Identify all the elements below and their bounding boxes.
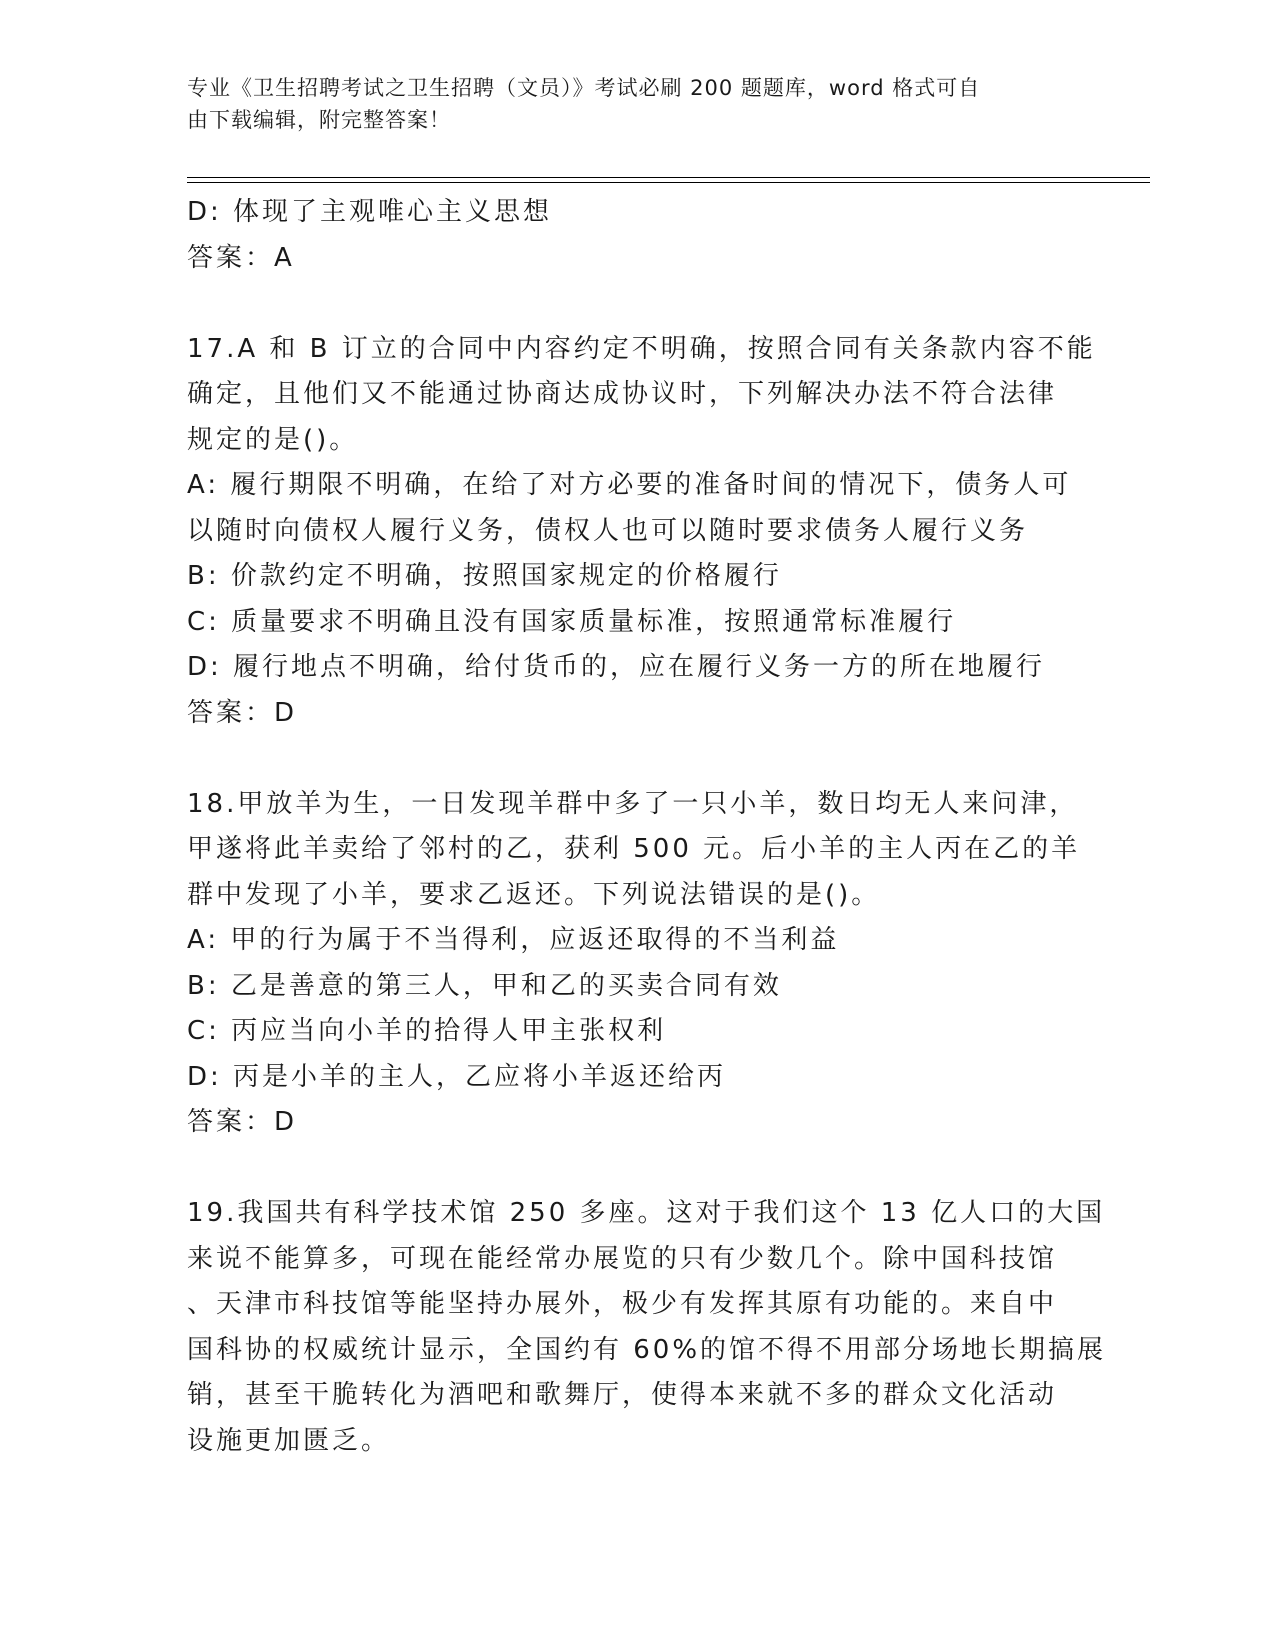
option-d: D: 丙是小羊的主人，乙应将小羊返还给丙 [187, 1061, 727, 1092]
question-stem-line: 国科协的权威统计显示，全国约有 60%的馆不得不用部分场地长期搞展 [187, 1334, 1107, 1365]
question-16-tail [187, 190, 1087, 281]
question-stem-line: 群中发现了小羊，要求乙返还。下列说法错误的是()。 [187, 879, 881, 910]
question-stem-line: 设施更加匮乏。 [187, 1425, 391, 1456]
option-a-line: 以随时向债权人履行义务，债权人也可以随时要求债务人履行义务 [187, 515, 1029, 546]
option-c: C: 质量要求不明确且没有国家质量标准，按照通常标准履行 [187, 606, 957, 637]
answer: 答案：D [187, 1107, 298, 1137]
page-header [187, 72, 1087, 136]
spacer [187, 1146, 1087, 1192]
option-c: C: 丙应当向小羊的拾得人甲主张权利 [187, 1016, 667, 1046]
question-17 [187, 327, 1096, 737]
header-line-1: 专业《卫生招聘考试之卫生招聘（文员）》考试必刷 200 题题库，word 格式可自 [187, 76, 981, 100]
question-18 [187, 782, 1087, 1146]
header-divider-top [187, 177, 1150, 178]
answer: 答案：A [187, 242, 295, 273]
question-stem-line: 18.甲放羊为生，一日发现羊群中多了一只小羊，数日均无人来问津， [187, 788, 1079, 819]
document-body [187, 190, 1107, 1464]
header-divider-bottom [187, 182, 1150, 183]
question-19 [187, 1191, 1107, 1464]
question-stem-line: 来说不能算多，可现在能经常办展览的只有少数几个。除中国科技馆 [187, 1243, 1058, 1274]
spacer [187, 736, 1087, 782]
question-stem-line: 规定的是()。 [187, 424, 359, 455]
spacer [187, 281, 1087, 327]
question-stem-line: 甲遂将此羊卖给了邻村的乙，获利 500 元。后小羊的主人丙在乙的羊 [187, 834, 1081, 864]
question-stem-line: 19.我国共有科学技术馆 250 多座。这对于我们这个 13 亿人口的大国 [187, 1198, 1106, 1228]
option-a: A: 甲的行为属于不当得利，应返还取得的不当利益 [187, 925, 840, 955]
question-stem-line: 确定，且他们又不能通过协商达成协议时，下列解决办法不符合法律 [187, 379, 1058, 409]
question-stem-line: 销，甚至干脆转化为酒吧和歌舞厅，使得本来就不多的群众文化活动 [187, 1380, 1058, 1410]
option-d: D: 履行地点不明确，给付货币的，应在履行义务一方的所在地履行 [187, 652, 1046, 682]
header-line-2: 由下载编辑，附完整答案！ [187, 108, 451, 132]
option-d: D: 体现了主观唯心主义思想 [187, 197, 553, 227]
question-stem-line: 、天津市科技馆等能坚持办展外，极少有发挥其原有功能的。来自中 [187, 1289, 1058, 1319]
question-stem-line: 17.A 和 B 订立的合同中内容约定不明确，按照合同有关条款内容不能 [187, 333, 1096, 364]
option-b: B: 价款约定不明确，按照国家规定的价格履行 [187, 561, 782, 591]
option-b: B: 乙是善意的第三人，甲和乙的买卖合同有效 [187, 970, 782, 1001]
option-a-line: A: 履行期限不明确，在给了对方必要的准备时间的情况下，债务人可 [187, 470, 1072, 500]
answer: 答案：D [187, 697, 298, 728]
